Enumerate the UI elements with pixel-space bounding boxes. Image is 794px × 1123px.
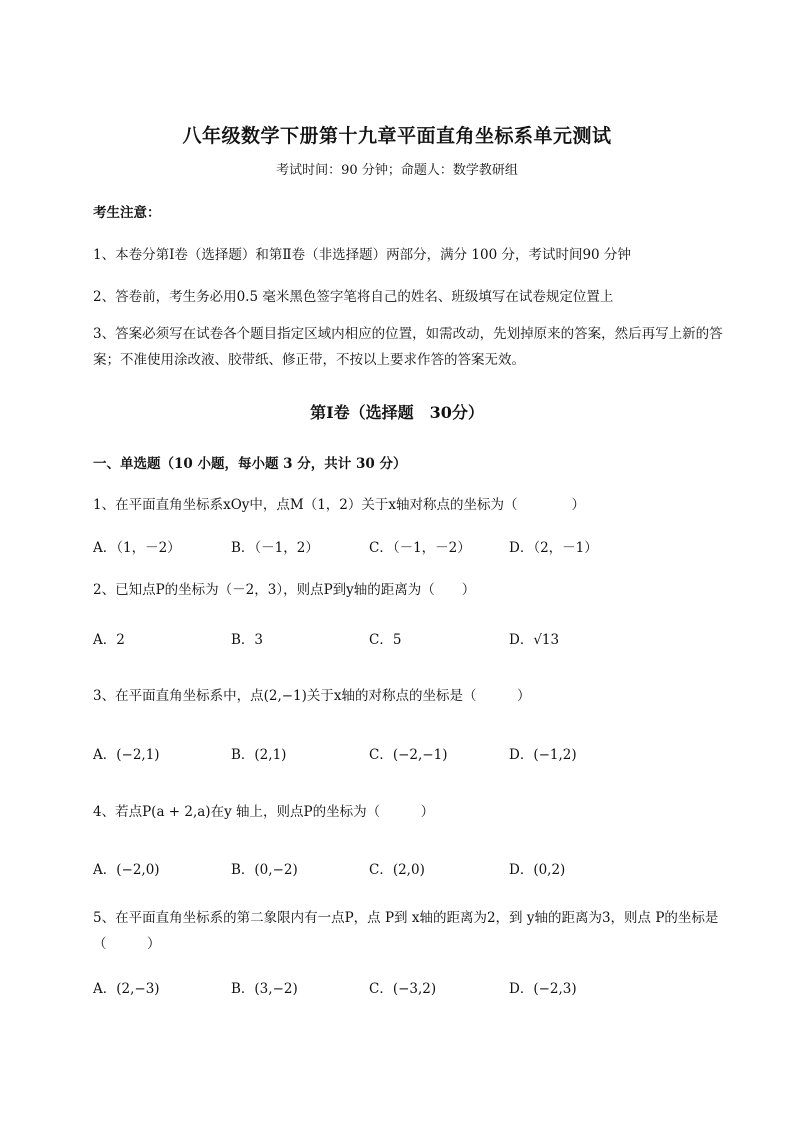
notice-item-2: 2、答卷前，考生务必用0.5 毫米黑色签字笔将自己的姓名、班级填写在试卷规定位置上 [93, 289, 614, 305]
question-1-option-c: C．（－1，－2） [369, 540, 471, 556]
question-5-option-a: A．(2,−3) [93, 981, 160, 997]
question-1-option-b: B．（－1，2） [231, 540, 319, 556]
question-5-stem: 5、在平面直角坐标系的第二象限内有一点P，点 P到 x轴的距离为2，到 y轴的距离为3，则点 P的坐标是（ ） [93, 910, 719, 952]
question-3-option-c: C．(−2,−1) [369, 747, 448, 763]
question-2-option-d: D．√13 [509, 632, 560, 648]
question-5-option-d: D．(−2,3) [509, 981, 577, 997]
question-1-option-a: A．（1，－2） [93, 540, 181, 556]
part-title: 一、单选题（10 小题，每小题 3 分，共计 30 分） [93, 456, 407, 472]
section-title: 第Ⅰ卷（选择题 30分） [310, 403, 484, 422]
page-title: 八年级数学下册第十九章平面直角坐标系单元测试 [182, 125, 612, 147]
question-4-option-a: A．(−2,0) [93, 862, 160, 878]
question-3-option-a: A．(−2,1) [93, 747, 160, 763]
question-1-stem: 1、在平面直角坐标系xOy中，点M（1，2）关于x轴对称点的坐标为（ ） [93, 497, 586, 513]
question-3-option-b: B．(2,1) [231, 747, 287, 763]
question-2-stem: 2、已知点P的坐标为（－2，3），则点P到y轴的距离为（ ） [93, 582, 476, 598]
question-5-option-b: B．(3,−2) [231, 981, 298, 997]
notice-heading: 考生注意： [93, 205, 161, 221]
question-3-option-d: D．(−1,2) [509, 747, 577, 763]
question-5-option-c: C．(−3,2) [369, 981, 437, 997]
question-4-option-d: D．(0,2) [509, 862, 566, 878]
question-3-stem: 3、在平面直角坐标系中，点(2,−1)关于x轴的对称点的坐标是（ ） [93, 688, 531, 704]
notice-item-1: 1、本卷分第Ⅰ卷（选择题）和第Ⅱ卷（非选择题）两部分，满分 100 分，考试时间90 分钟 [93, 247, 631, 263]
question-4-stem: 4、若点P(a + 2,a)在y 轴上，则点P的坐标为（ ） [93, 804, 435, 820]
question-2-option-b: B．3 [231, 632, 264, 648]
question-1-option-d: D．（2，－1） [509, 540, 598, 556]
exam-info: 考试时间：90 分钟；命题人：数学教研组 [276, 163, 518, 178]
question-4-option-c: C．(2,0) [369, 862, 425, 878]
question-2-option-c: C．5 [369, 632, 402, 648]
question-2-option-a: A．2 [93, 632, 125, 648]
notice-item-3: 3、答案必须写在试卷各个题目指定区域内相应的位置，如需改动，先划掉原来的答案，然后再写上新的答案；不准使用涂改液、胶带纸、修正带，不按以上要求作答的答案无效。 [93, 326, 723, 368]
question-4-option-b: B．(0,−2) [231, 862, 298, 878]
